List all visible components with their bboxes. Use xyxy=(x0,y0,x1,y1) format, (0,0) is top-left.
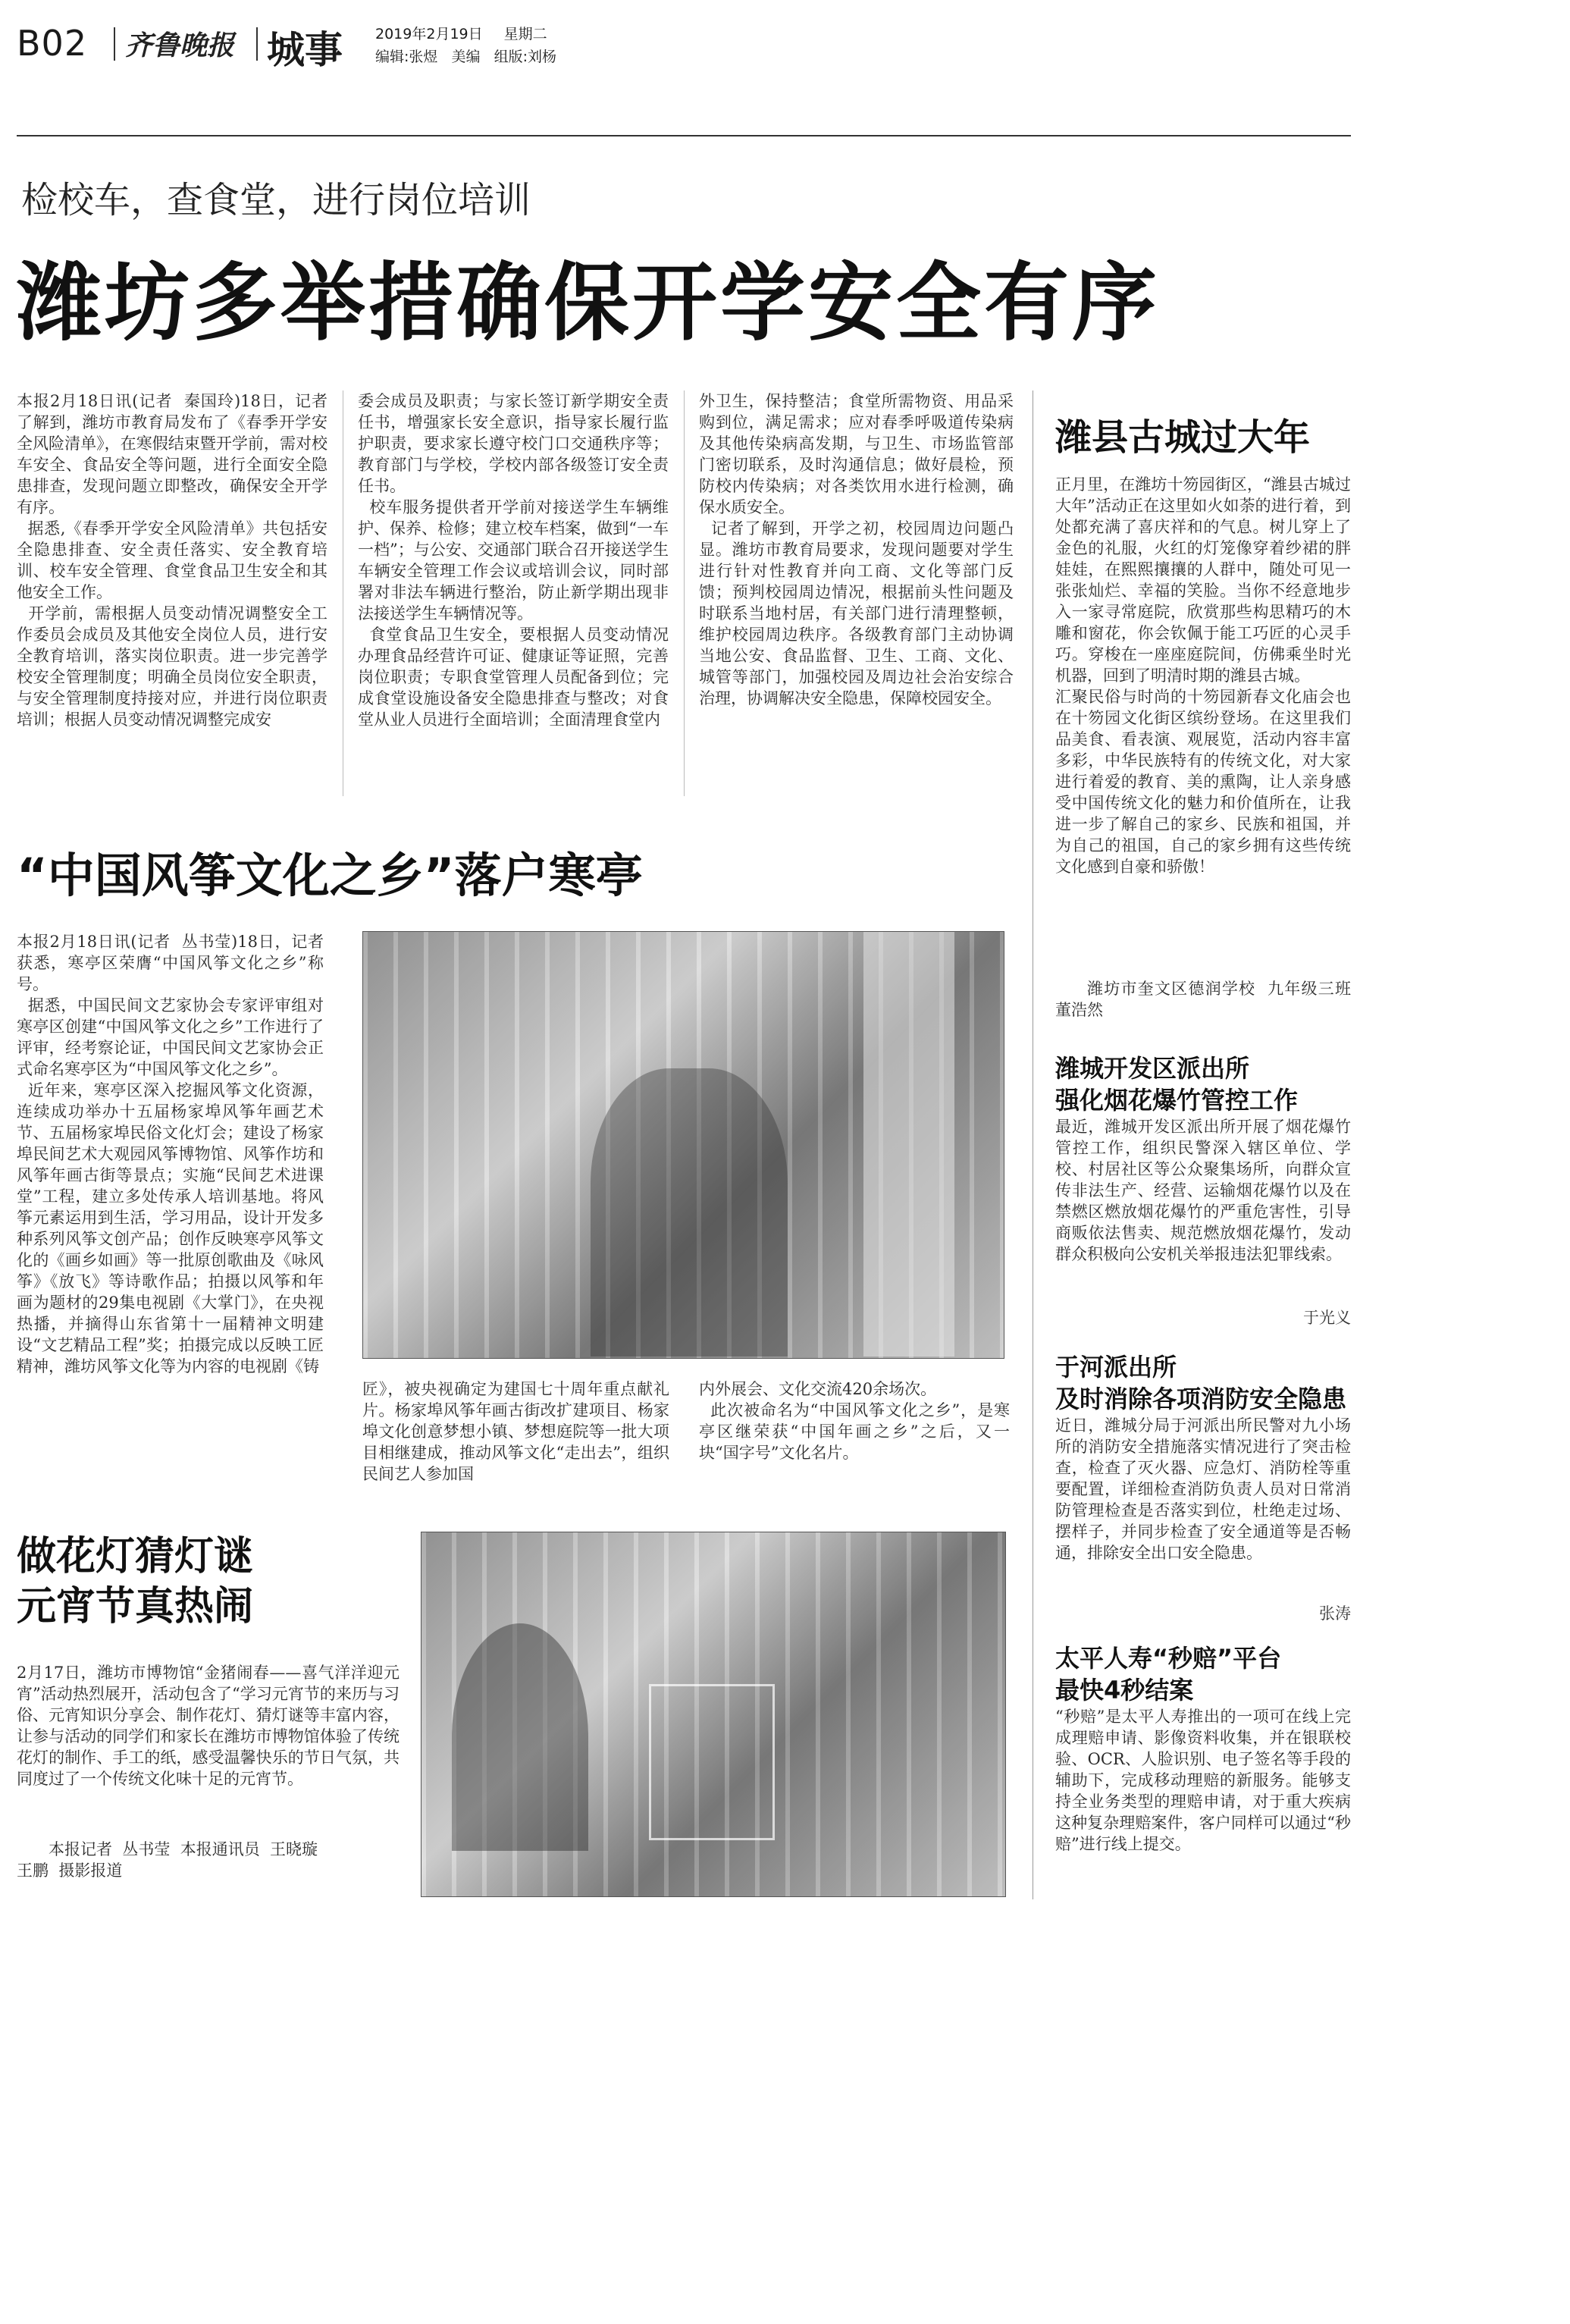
kite-photo xyxy=(362,931,1004,1359)
photo-lantern-frame xyxy=(649,1684,775,1840)
police1-body: 最近，潍城开发区派出所开展了烟花爆竹管控工作，组织民警深入辖区单位、学校、村居社区等公众聚集场所，向群众宣传非法生产、经营、运输烟花爆竹以及在禁燃区燃放烟花爆竹的严重危害性，引导商贩依法售卖、规范燃放烟花爆竹，发动群众积极向公安机关举报违法犯罪线索。 xyxy=(1055,1118,1351,1263)
lantern-body: 2月17日，潍坊市博物馆“金猪闹春——喜气洋洋迎元宵”活动热烈展开，活动包含了“学习元宵节的来历与习俗、元宵知识分享会、制作花灯、猜灯谜等丰富内容，让参与活动的同学们和家长在潍坊市博物馆体验了传统花灯的制作、手工的纸，感受温馨快乐的节日气氛，共同度过了一个传统文化味十足的元宵节。 xyxy=(17,1664,400,1788)
issue-date: 2019年2月19日 xyxy=(375,26,483,42)
police1-author: 于光义 xyxy=(1303,1309,1351,1327)
lantern-headline-line-2: 元宵节真热闹 xyxy=(17,1584,254,1629)
lead-column-2: 委会成员及职责；与家长签订新学期安全责任书，增强家长安全意识，指导家长履行监护职责，要求家长遵守校门口交通秩序等；教育部门与学校，学校内部各级签订安全责任书。 校车服务提供者开学前对接送学生车辆维护、保养、检修；建立校车档案，做到“一车一档”；与公安、交通部门联合召开接送学生车辆安全管理工作会议或培训会议，同时部署对非法车辆进行整治，防止新学期出现非法接送学生车辆情况等。 食堂食品卫生安全，要根据人员变动情况办理食品经营许可证、健康证等证照，完善岗位职责；专职食堂管理人员配备到位；完成食堂设施设备安全隐患排查与整改；对食堂从业人员进行全面培训；全面清理食堂内 xyxy=(358,392,669,729)
oldtown-body: 正月里，在潍坊十笏园街区，“潍县古城过大年”活动正在这里如火如荼的进行着，到处都充满了喜庆祥和的气息。树儿穿上了金色的礼服，火红的灯笼像穿着纱裙的胖娃娃，在熙熙攘攘的人群中，随处可见一张张灿烂、幸福的笑脸。当你不经意地步入一家寻常庭院，欣赏那些构思精巧的木雕和窗花，你会钦佩于能工巧匠的心灵手巧。穿梭在一座座庭院间，仿佛乘坐时光机器，回到了明清时期的潍县古城。 汇聚民俗与时尚的十笏园新春文化庙会也在十笏园文化街区缤纷登场。在这里我们品美食、看表演、观展览，活动内容丰富多彩，中华民族特有的传统文化，对大家进行着爱的教育、美的熏陶，让人亲身感受中国传统文化的魅力和价值所在，让我进一步了解自己的家乡、民族和祖国，并为自己的祖国，自己的家乡拥有这些传统文化感到自豪和骄傲！ xyxy=(1055,475,1351,876)
police2-body: 近日，潍城分局于河派出所民警对九小场所的消防安全措施落实情况进行了突击检查，检查了灭火器、应急灯、消防栓等重要配置，详细检查消防负责人员对日常消防管理检查是否落实到位，杜绝走过场、摆样子，并同步检查了安全通道等是否畅通，排除安全出口安全隐患。 xyxy=(1055,1416,1351,1562)
paper-logo: 齐鲁晚报 xyxy=(125,30,235,61)
insurance-headline-line-2: 最快4秒结案 xyxy=(1055,1676,1194,1705)
page-number: B02 xyxy=(17,23,88,64)
kite-column-1: 本报2月18日讯(记者 丛书莹)18日，记者获悉，寒亭区荣膺“中国风筝文化之乡”称号。 据悉，中国民间文艺家协会专家评审组对寒亭区创建“中国风筝文化之乡”工作进行了评审，经考察论证，中国民间文艺家协会正式命名寒亭区为“中国风筝文化之乡”。 近年来，寒亭区深入挖掘风筝文化资源，连续成功举办十五届杨家埠风筝年画艺术节、五届杨家埠民俗文化灯会；建设了杨家埠民间艺术大观园风筝博物馆、风筝作坊和风筝年画古街等景点；实施“民间艺术进课堂”工程，建立多处传承人培训基地。将风筝元素运用到生活，学习用品，设计开发多种系列风筝文创产品；创作反映寒亭风筝文化的《画乡如画》等一批原创歌曲及《咏风筝》《放飞》等诗歌作品；拍摄以风筝和年画为题材的29集电视剧《大掌门》，在央视热播，并摘得山东省第十一届精神文明建设“文艺精品工程”奖；拍摄完成以反映工匠精神，潍坊风筝文化等为内容的电视剧《铸 xyxy=(17,933,324,1375)
photo-people-silhouette xyxy=(452,1623,588,1851)
masthead-divider xyxy=(114,27,115,61)
kite-headline: “中国风筝文化之乡”落户寒亭 xyxy=(17,848,643,903)
insurance-body: “秒赔”是太平人寿推出的一项可在线上完成理赔申请、影像资料收集，并在银联校验、OCR、人脸识别、电子签名等手段的辅助下，完成移动理赔的新服务。能够支持全业务类型的理赔申请，对于重大疾病这种复杂理赔案件，客户同样可以通过“秒赔”进行线上提交。 xyxy=(1055,1708,1351,1853)
oldtown-headline: 潍县古城过大年 xyxy=(1055,416,1311,459)
insurance-headline-line-1: 太平人寿“秒赔”平台 xyxy=(1055,1644,1282,1673)
photo-people-silhouette xyxy=(591,1068,788,1356)
masthead-divider xyxy=(256,27,258,61)
lantern-photo xyxy=(421,1532,1006,1897)
section-name: 城事 xyxy=(267,28,343,72)
kite-column-3: 内外展会、文化交流420余场次。 此次被命名为“中国风筝文化之乡”，是寒亭区继荣获“中国年画之乡”之后，又一块“国字号”文化名片。 xyxy=(699,1380,1010,1462)
lead-headline: 潍坊多举措确保开学安全有序 xyxy=(17,254,1160,353)
police2-author: 张涛 xyxy=(1319,1604,1351,1623)
police2-headline-line-2: 及时消除各项消防安全隐患 xyxy=(1055,1385,1347,1413)
masthead-rule xyxy=(17,135,1351,136)
police1-headline-line-1: 潍城开发区派出所 xyxy=(1055,1054,1250,1083)
column-rule xyxy=(684,390,685,796)
police1-headline-line-2: 强化烟花爆竹管控工作 xyxy=(1055,1086,1299,1115)
lantern-credit: 本报记者 丛书莹 本报通讯员 王晓璇 王鹏 摄影报道 xyxy=(17,1840,318,1880)
photo-pillar xyxy=(863,932,954,1356)
oldtown-author: 潍坊市奎文区德润学校 九年级三班 董浩然 xyxy=(1055,980,1362,1019)
lead-column-1: 本报2月18日讯(记者 秦国玲)18日，记者了解到，潍坊市教育局发布了《春季开学安全风险清单》，在寒假结束暨开学前，需对校车安全、食品安全等问题，进行全面安全隐患排查，发现问题立即整改，确保安全开学有序。 据悉,《春季开学安全风险清单》共包括安全隐患排查、安全责任落实、安全教育培训、校车安全管理、食堂食品卫生安全和其他安全工作。 开学前，需根据人员变动情况调整安全工作委员会成员及其他安全岗位人员，进行安全教育培训，落实岗位职责。进一步完善学校安全管理制度；明确全员岗位安全职责，与安全管理制度持接对应，并进行岗位职责培训；根据人员变动情况调整完成安 xyxy=(17,392,327,729)
lantern-headline-line-1: 做花灯猜灯谜 xyxy=(17,1534,254,1579)
issue-weekday: 星期二 xyxy=(503,26,547,42)
kite-column-2: 匠》，被央视确定为建国七十周年重点献礼片。杨家埠风筝年画古街改扩建项目、杨家埠文化创意梦想小镇、梦想庭院等一批大项目相继建成，推动风筝文化“走出去”，组织民间艺人参加国 xyxy=(362,1380,669,1483)
lead-kicker: 检校车，查食堂，进行岗位培训 xyxy=(21,179,531,221)
police2-headline-line-1: 于河派出所 xyxy=(1055,1353,1177,1382)
editor-credits: 编辑:张煜 美编 组版:刘杨 xyxy=(375,49,557,65)
lead-column-3: 外卫生，保持整洁；食堂所需物资、用品采购到位，满足需求；应对春季呼吸道传染病及其他传染病高发期，与卫生、市场监管部门密切联系，及时沟通信息；做好晨检，预防校内传染病；对各类饮用水进行检测，确保水质安全。 记者了解到，开学之初，校园周边问题凸显。潍坊市教育局要求，发现问题要对学生进行针对性教育并向工商、文化等部门反馈；预判校园周边情况，根据前头性问题及时联系当地村居，有关部门进行清理整顿，维护校园周边秩序。各级教育部门主动协调当地公安、食品监督、卫生、工商、文化、城管等部门，加强校园及周边社会治安综合治理，协调解决安全隐患，保障校园安全。 xyxy=(699,392,1014,707)
